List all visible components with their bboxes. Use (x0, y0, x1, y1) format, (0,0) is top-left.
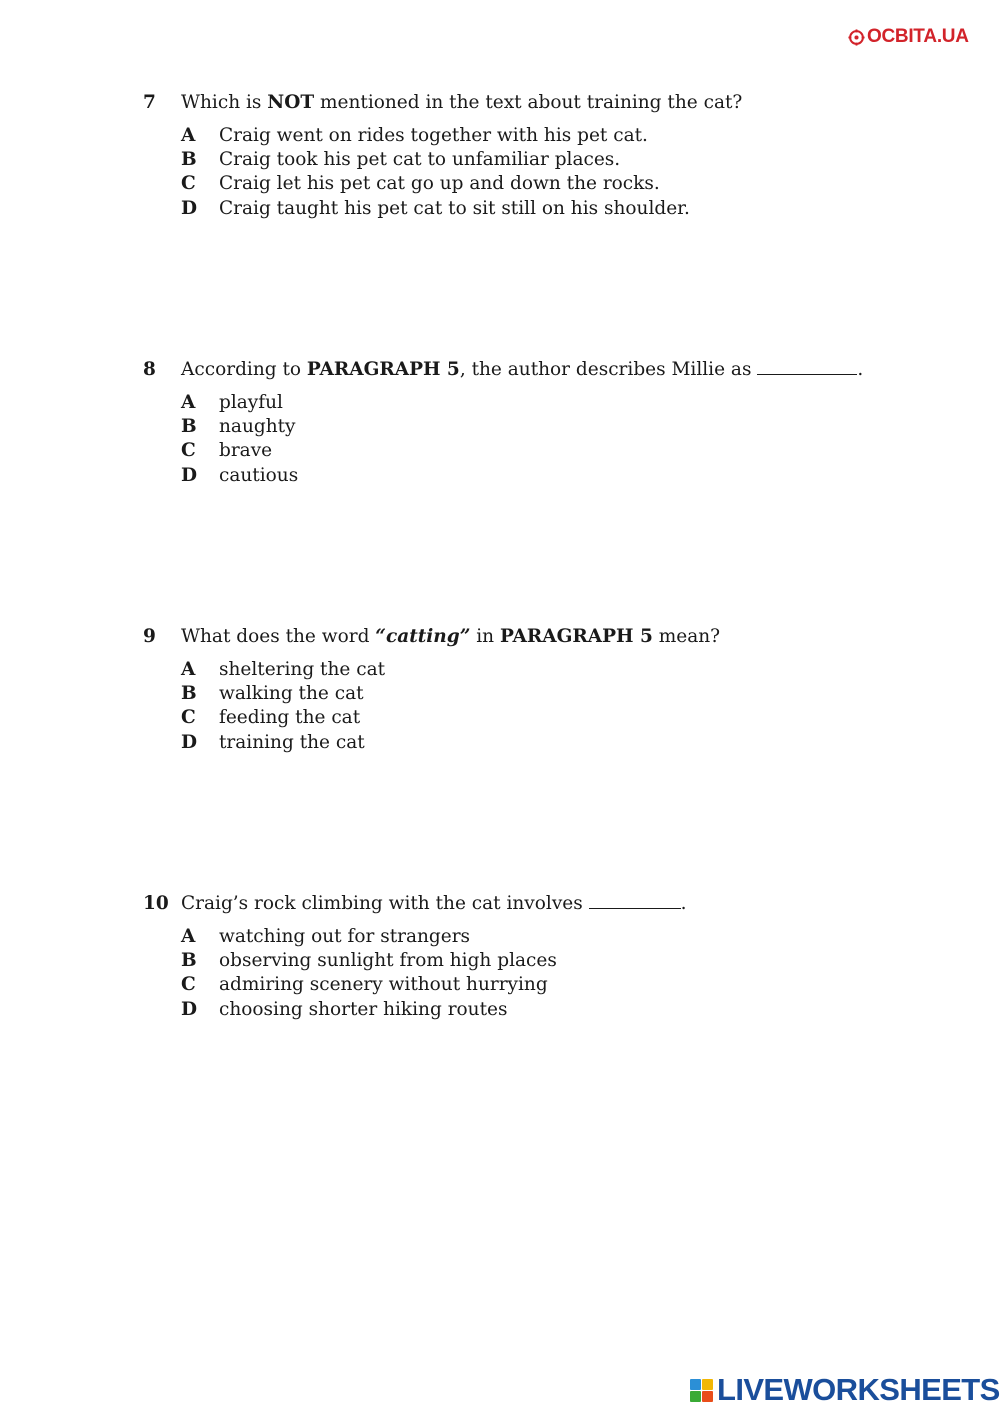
option-b[interactable] (181, 682, 903, 706)
option-d[interactable] (181, 197, 903, 221)
option-text: observing sunlight from high places (219, 950, 557, 972)
option-text: walking the cat (219, 683, 364, 705)
emphasis: PARAGRAPH 5 (499, 626, 653, 647)
option-letter: A (181, 659, 196, 680)
option-c[interactable] (181, 706, 903, 730)
osvita-logo-text: ОСВІТА.UA (867, 26, 969, 47)
option-text: feeding the cat (219, 707, 361, 729)
question-text: Which is NOT mentioned in the text about training the cat? (181, 92, 743, 113)
gear-icon (848, 29, 865, 46)
option-text: sheltering the cat (219, 659, 386, 680)
answer-options (181, 658, 903, 755)
option-d[interactable] (181, 464, 903, 488)
answer-options (181, 925, 903, 1022)
option-text: cautious (219, 464, 299, 486)
option-letter: A (181, 392, 196, 413)
question-number: 10 (143, 893, 169, 914)
question-number: 8 (143, 359, 156, 380)
option-letter: D (181, 731, 198, 753)
question-number: 7 (143, 92, 156, 113)
option-text: brave (219, 440, 273, 462)
option-b[interactable] (181, 148, 903, 172)
option-b[interactable] (181, 415, 903, 439)
option-letter: C (181, 440, 196, 462)
option-text: training the cat (219, 731, 365, 753)
answer-blank[interactable] (589, 892, 681, 909)
option-letter: B (181, 950, 197, 972)
option-c[interactable] (181, 172, 903, 196)
question-10 (143, 892, 903, 1022)
option-text: naughty (219, 416, 296, 438)
option-text: choosing shorter hiking routes (219, 998, 508, 1020)
answer-options (181, 124, 903, 221)
osvita-logo[interactable] (848, 26, 969, 48)
option-a[interactable] (181, 391, 903, 415)
emphasis: NOT (267, 92, 315, 113)
question-text: What does the word “catting” in PARAGRAPH 5 mean? (181, 626, 721, 647)
question-7 (143, 91, 903, 221)
liveworksheets-blocks-icon (690, 1379, 713, 1402)
option-text: Craig let his pet cat go up and down the rocks. (219, 173, 660, 195)
option-letter: D (181, 998, 198, 1020)
question-9 (143, 625, 903, 755)
question-8 (143, 358, 903, 488)
option-letter: A (181, 926, 196, 947)
option-a[interactable] (181, 124, 903, 148)
option-a[interactable] (181, 925, 903, 949)
option-text: Craig taught his pet cat to sit still on his shoulder. (219, 197, 690, 219)
option-d[interactable] (181, 731, 903, 755)
emphasis: PARAGRAPH 5 (306, 359, 460, 380)
option-letter: B (181, 683, 197, 705)
option-a[interactable] (181, 658, 903, 682)
option-text: watching out for strangers (219, 926, 471, 947)
option-c[interactable] (181, 973, 903, 997)
option-letter: A (181, 125, 196, 146)
answer-blank[interactable] (757, 358, 857, 375)
option-text: Craig took his pet cat to unfamiliar places. (219, 149, 621, 171)
answer-options (181, 391, 903, 488)
liveworksheets-logo-text: LIVEWORKSHEETS (717, 1372, 1000, 1407)
option-text: Craig went on rides together with his pet cat. (219, 125, 648, 146)
option-letter: C (181, 974, 196, 996)
option-letter: B (181, 416, 197, 438)
option-c[interactable] (181, 439, 903, 463)
question-number: 9 (143, 626, 156, 647)
option-letter: D (181, 464, 198, 486)
question-text: Craig’s rock climbing with the cat involves . (181, 893, 687, 914)
quoted-word: “catting” (375, 626, 471, 647)
option-d[interactable] (181, 998, 903, 1022)
option-text: admiring scenery without hurrying (219, 974, 548, 996)
option-text: playful (219, 392, 283, 413)
option-letter: C (181, 707, 196, 729)
option-letter: B (181, 149, 197, 171)
option-letter: C (181, 173, 196, 195)
liveworksheets-logo[interactable] (690, 1374, 1000, 1406)
option-letter: D (181, 197, 198, 219)
question-text: According to PARAGRAPH 5, the author describes Millie as . (181, 359, 864, 380)
option-b[interactable] (181, 949, 903, 973)
